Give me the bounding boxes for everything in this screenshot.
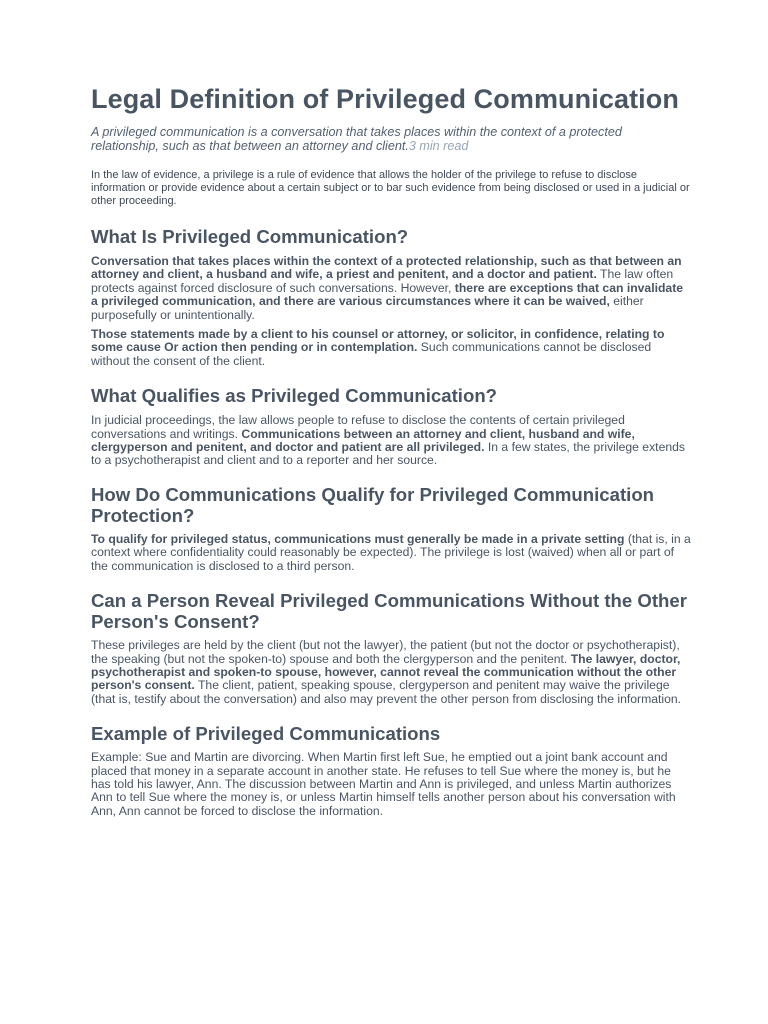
section-paragraph: These privileges are held by the client (but not the lawyer), the patient (but not the doctor or psychotherapist), the speaking (but not the spoken-to) spouse and both the clergyperson and the penitent. The lawyer, doctor, psychotherapist and spoken-to spouse, however, cannot reveal the communication without the other person's consent. The client, patient, speaking spouse, clergyperson and penitent may waive the privilege (that is, testify about the conversation) and also may prevent the other person from disclosing the information.	[91, 638, 682, 706]
section-heading-reveal-without-consent: Can a Person Reveal Privileged Communications Without the Other Person's Consent?	[91, 590, 687, 633]
read-time-label: 3 min read	[408, 139, 469, 153]
article	[91, 84, 691, 818]
page-title: Legal Definition of Privileged Communication	[91, 84, 679, 114]
lead-paragraph: In the law of evidence, a privilege is a rule of evidence that allows the holder of the privilege to refuse to disclose information or provide evidence about a certain subject or to bar such evidence from being disclosed or used in a judicial or other proceeding.	[91, 169, 690, 207]
section-heading-what-qualifies: What Qualifies as Privileged Communication?	[91, 385, 498, 407]
section-paragraph: Conversation that takes places within the context of a protected relationship, such as that between an attorney and client, a husband and wife, a priest and penitent, and a doctor and patient. The law often protects against forced disclosure of such conversations. However, there are exceptions that can invalidate a privileged communication, and there are various circumstances where it can be waived, either purposefully or unintentionally.	[91, 254, 684, 322]
intro-summary	[91, 125, 691, 153]
section-paragraph: To qualify for privileged status, communications must generally be made in a private setting (that is, in a context where confidentiality could reasonably be expected). The privilege is lost (waived) when all or part of the communication is disclosed to a third person.	[91, 531, 691, 573]
section-heading-example: Example of Privileged Communications	[91, 723, 441, 745]
section-heading-how-qualify: How Do Communications Qualify for Privileged Communication Protection?	[91, 483, 655, 526]
section-paragraph: Example: Sue and Martin are divorcing. When Martin first left Sue, he emptied out a joint bank account and placed that money in a separate account in another state. He refuses to tell Sue where the money is, but he has told his lawyer, Ann. The discussion between Martin and Ann is privileged, and unless Martin authorizes Ann to tell Sue where the money is, or unless Martin himself tells another person about his conversation with Ann, Ann cannot be forced to disclose the information.	[91, 750, 676, 818]
section-heading-what-is: What Is Privileged Communication?	[91, 226, 409, 247]
intro-text: A privileged communication is a conversation that takes places within the context of a protected relationship, such as that between an attorney and client.	[91, 125, 622, 153]
section-paragraph: In judicial proceedings, the law allows people to refuse to disclose the contents of certain privileged conversations and writings. Communications between an attorney and client, husband and wife, clergyperson and penitent, and doctor and patient are all privileged. In a few states, the privilege extends to a psychotherapist and client and to a reporter and her source.	[91, 413, 685, 468]
section-paragraph: Those statements made by a client to his counsel or attorney, or solicitor, in confidence, relating to some cause Or action then pending or in contemplation. Such communications cannot be disclosed without the consent of the client.	[91, 327, 665, 368]
